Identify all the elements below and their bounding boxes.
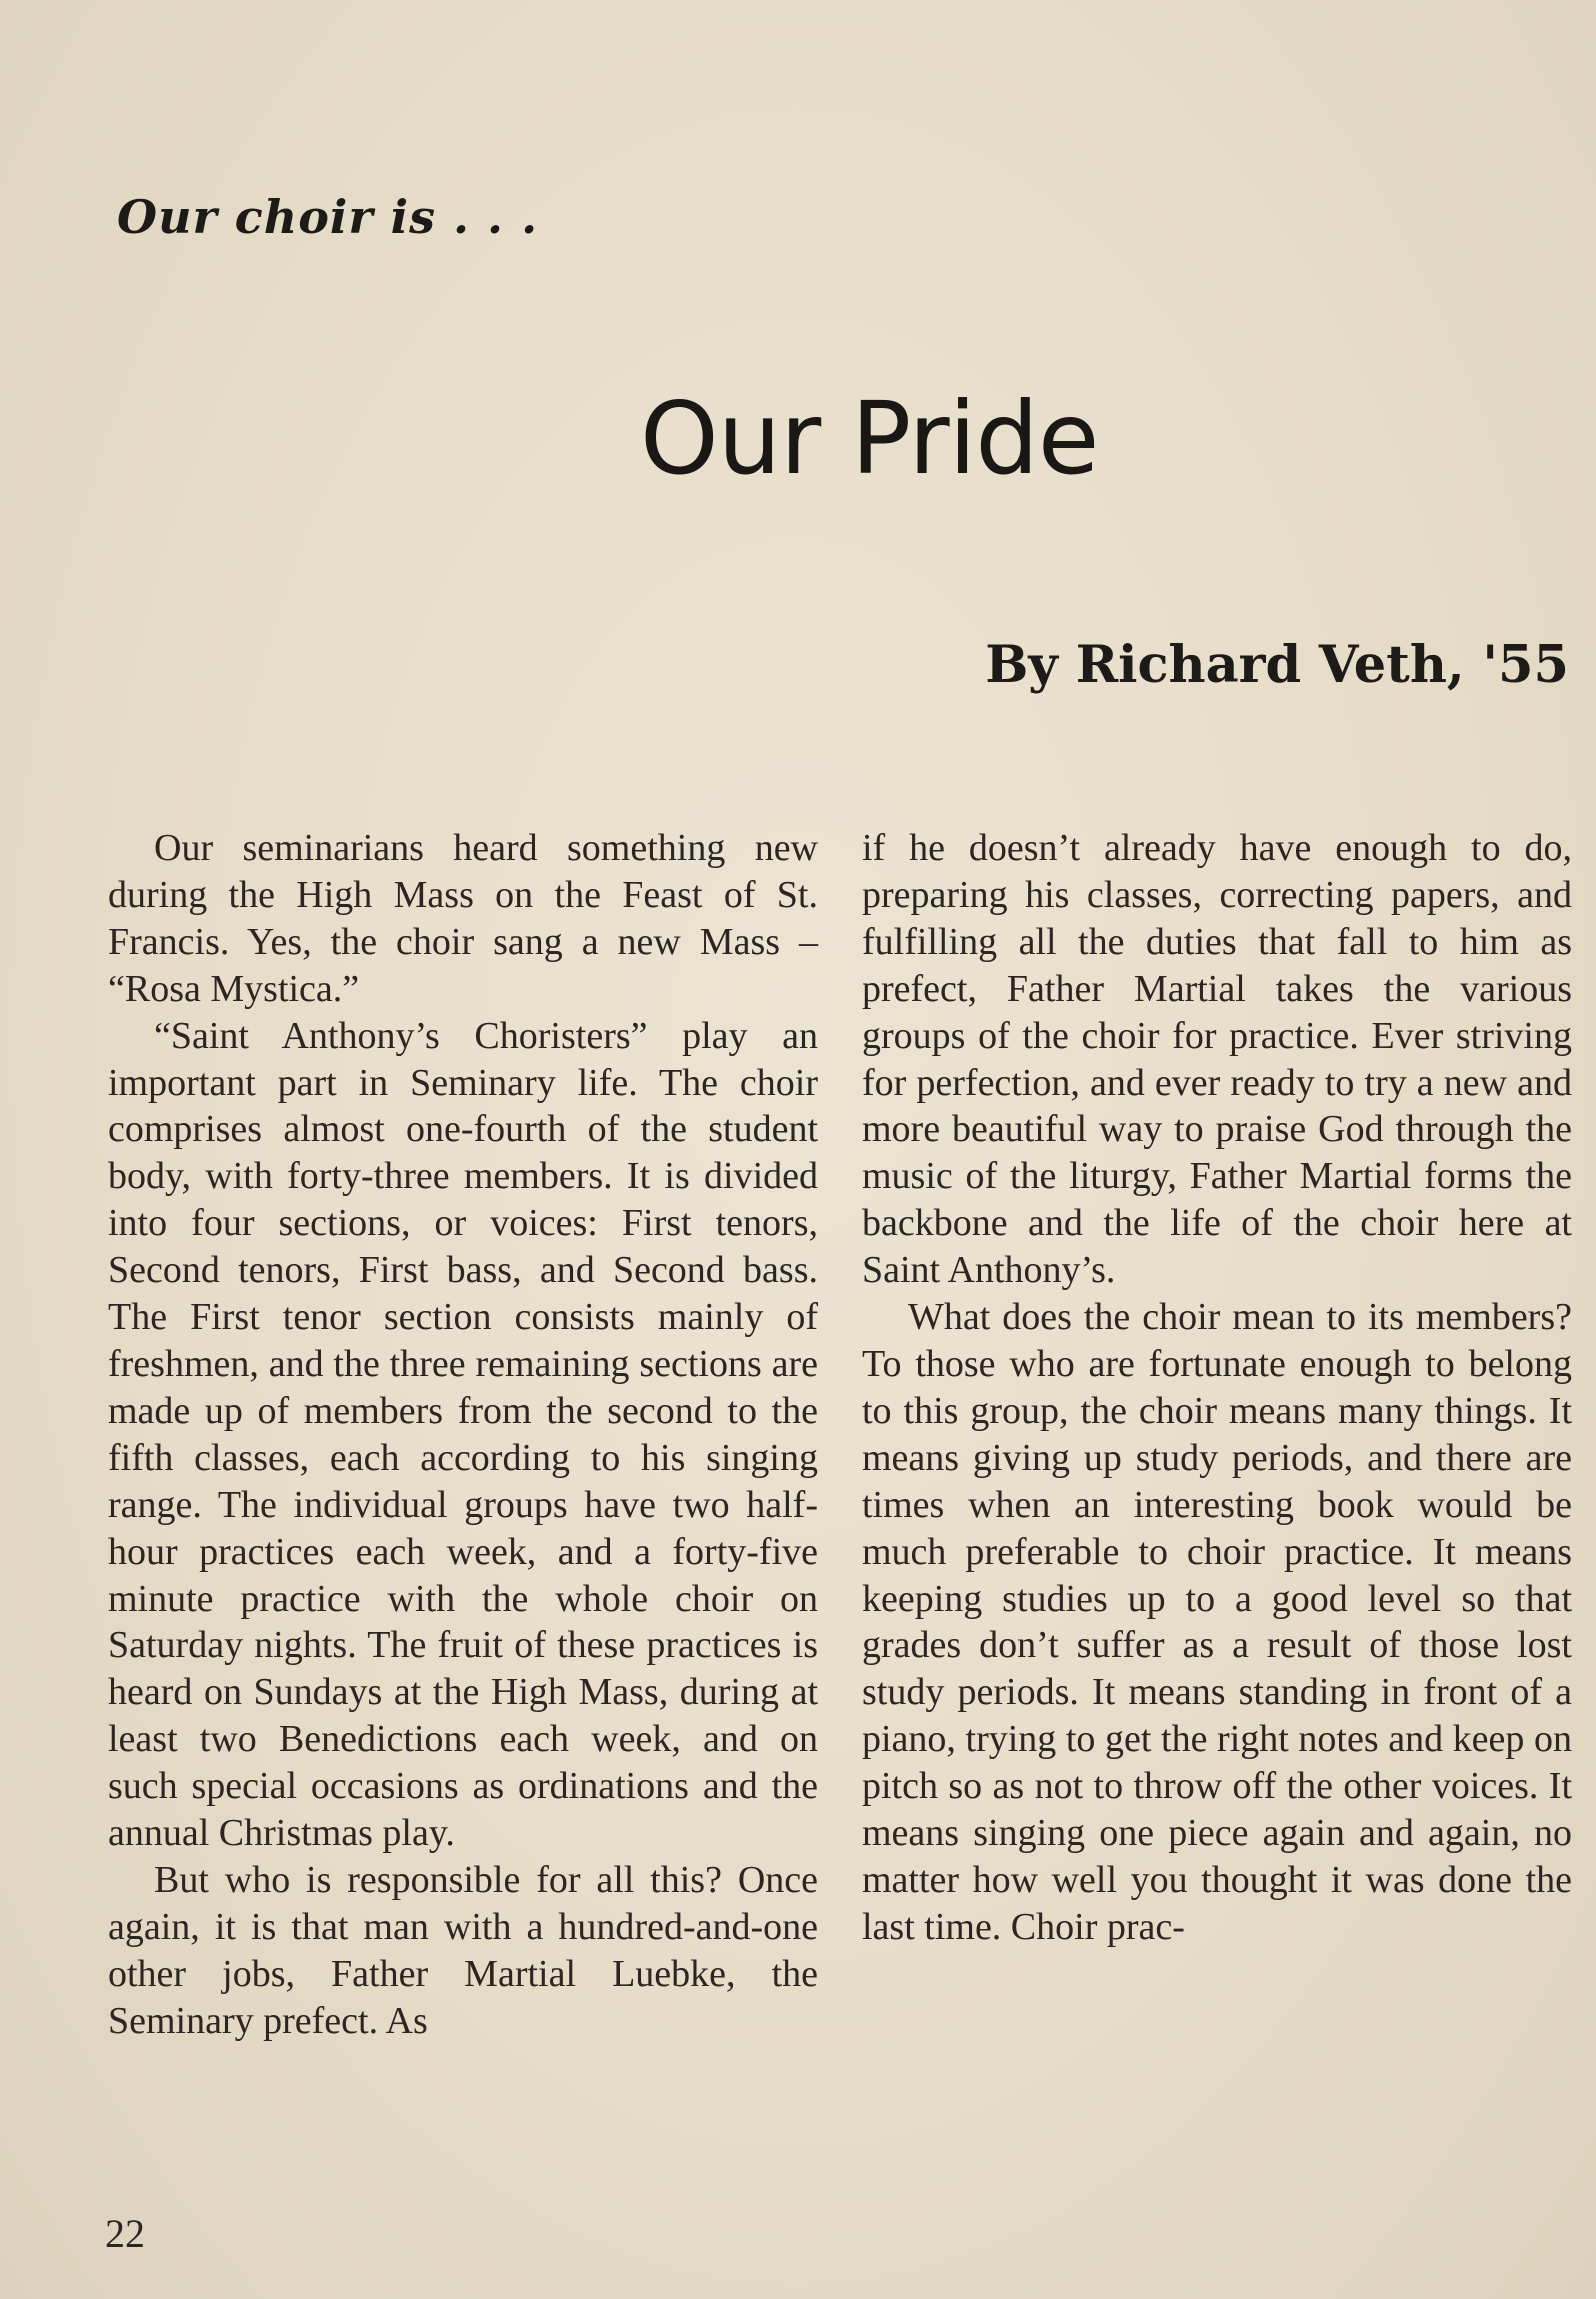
article-paragraph: if he doesn’t already have enough to do, preparing his classes, correcting papers, and fulfilling all the duties that fall to him as prefect, Father Martial takes the various groups of the choir for practice. Ever striving for perfection, and ever ready to try a new and more beautiful way to praise God through the music of the liturgy, Father Martial forms the backbone and the life of the choir here at Saint Anthony’s.: [862, 827, 1572, 1292]
article-byline: By Richard Veth, '55: [985, 635, 1569, 695]
article-paragraph: But who is responsible for all this? Once again, it is that man with a hundred-and-one other jobs, Father Martial Luebke, the Seminary prefect. As: [108, 1858, 818, 2042]
article-kicker: Our choir is . . .: [117, 190, 539, 244]
article-column-left: [108, 825, 818, 2045]
article-title: Our Pride: [640, 380, 1099, 497]
article-paragraph: “Saint Anthony’s Choristers” play an important part in Seminary life. The choir comprises almost one-fourth of the student body, with forty-three members. It is divided into four sections, or voices: First tenors, Second tenors, First bass, and Second bass. The First tenor section consists mainly of freshmen, and the three remaining sections are made up of members from the second to the fifth classes, each according to his singing range. The individual groups have two half-hour practices each week, and a forty-five minute practice with the whole choir on Saturday nights. The fruit of these practices is heard on Sundays at the High Mass, during at least two Benedictions each week, and on such special occasions as ordinations and the annual Christmas play.: [108, 1014, 818, 1855]
page-number: 22: [105, 2211, 145, 2256]
article-paragraph: Our seminarians heard something new during the High Mass on the Feast of St. Francis. Yes, the choir sang a new Mass – “Rosa Mystica.”: [108, 827, 818, 1010]
article-column-right: [862, 825, 1572, 1951]
article-paragraph: What does the choir mean to its members? To those who are fortunate enough to belong to this group, the choir means many things. It means giving up study periods, and there are times when an interesting book would be much preferable to choir practice. It means keeping studies up to a good level so that grades don’t suffer as a result of those lost study periods. It means standing in front of a piano, trying to get the right notes and keep on pitch so as not to throw off the other voices. It means singing one piece again and again, no matter how well you thought it was done the last time. Choir prac-: [862, 1296, 1572, 1948]
